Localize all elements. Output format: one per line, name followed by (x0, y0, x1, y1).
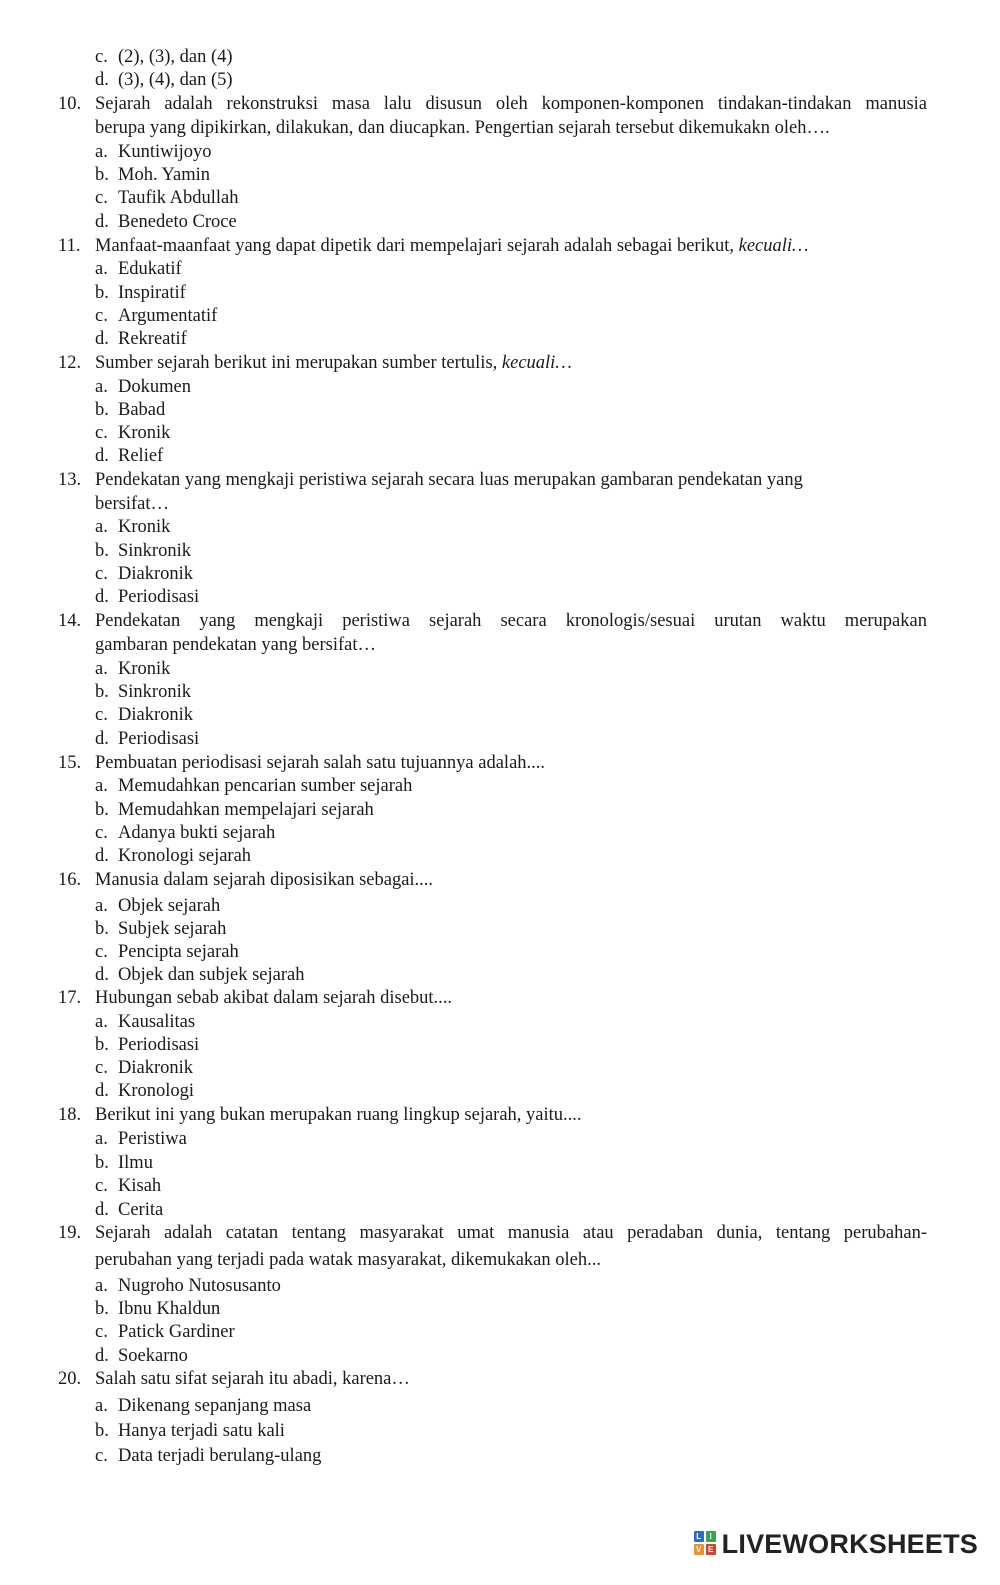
option-letter: d. (95, 1081, 109, 1101)
question-number: 18. (58, 1105, 82, 1125)
liveworksheets-brand: LIVEWORKSHEETS (721, 1528, 978, 1559)
option-text: Hanya terjadi satu kali (118, 1421, 285, 1441)
option-letter: b. (95, 400, 109, 420)
question-text (95, 752, 927, 774)
question-text (95, 1222, 927, 1244)
option-letter: b. (95, 1153, 109, 1173)
question-text-run: Pendekatan yang mengkaji peristiwa sejarah secara luas merupakan gambaran pendekatan yang (95, 470, 803, 490)
question-text (95, 235, 927, 257)
question-text (95, 352, 927, 374)
option-letter: c. (95, 306, 108, 326)
option-text: Kuntiwijoyo (118, 142, 212, 162)
option-text: Sinkronik (118, 541, 191, 561)
option-letter: b. (95, 682, 109, 702)
option-text: Objek sejarah (118, 896, 221, 916)
option-letter: a. (95, 776, 108, 796)
question-text-run: Salah satu sifat sejarah itu abadi, karena… (95, 1369, 410, 1389)
option-letter: c. (95, 1322, 108, 1342)
question-number: 13. (58, 470, 82, 490)
option-text: Ibnu Khaldun (118, 1299, 221, 1319)
option-text: Periodisasi (118, 587, 200, 607)
question-text (95, 869, 927, 891)
question-text-run: Manusia dalam sejarah diposisikan sebagai.... (95, 870, 434, 890)
option-letter: b. (95, 541, 109, 561)
option-letter: a. (95, 659, 108, 679)
question-text-run: berupa yang dipikirkan, dilakukan, dan diucapkan. Pengertian sejarah tersebut dikemukakn oleh…. (95, 118, 830, 138)
option-letter: a. (95, 1012, 108, 1032)
option-text: Adanya bukti sejarah (118, 823, 276, 843)
option-text: Memudahkan mempelajari sejarah (118, 800, 374, 820)
option-letter: a. (95, 1396, 108, 1416)
option-letter: a. (95, 896, 108, 916)
option-letter: c. (95, 1176, 108, 1196)
option-text: Rekreatif (118, 329, 187, 349)
option-text: Peristiwa (118, 1129, 187, 1149)
question-text-run: Sejarah adalah rekonstruksi masa lalu disusun oleh komponen-komponen tindakan-tindakan manusia (95, 94, 927, 114)
option-letter: a. (95, 259, 108, 279)
option-text: Data terjadi berulang-ulang (118, 1446, 322, 1466)
question-text (95, 1249, 927, 1271)
option-text: Objek dan subjek sejarah (118, 965, 305, 985)
option-text: Dokumen (118, 377, 191, 397)
option-letter: b. (95, 1035, 109, 1055)
question-text-run: Pembuatan periodisasi sejarah salah satu tujuannya adalah.... (95, 753, 546, 773)
option-text: Kronologi (118, 1081, 195, 1101)
question-text (95, 1368, 927, 1390)
option-letter: c. (95, 1058, 108, 1078)
question-number: 15. (58, 753, 82, 773)
option-text: Dikenang sepanjang masa (118, 1396, 312, 1416)
question-text-run: gambaran pendekatan yang bersifat… (95, 635, 376, 655)
question-number: 16. (58, 870, 82, 890)
option-letter: c. (95, 705, 108, 725)
option-text: Kronologi sejarah (118, 846, 252, 866)
option-text: Moh. Yamin (118, 165, 211, 185)
question-number: 14. (58, 611, 82, 631)
option-letter: d. (95, 729, 109, 749)
question-number: 11. (58, 236, 81, 256)
question-text (95, 610, 927, 632)
question-number: 20. (58, 1369, 82, 1389)
question-number: 10. (58, 94, 82, 114)
option-text: Nugroho Nutosusanto (118, 1276, 281, 1296)
option-letter: b. (95, 165, 109, 185)
question-text-run: Pendekatan yang mengkaji peristiwa sejarah secara kronologis/sesuai urutan waktu merupakan (95, 611, 927, 631)
option-text: Babad (118, 400, 166, 420)
option-text: Inspiratif (118, 283, 186, 303)
question-text-run: Berikut ini yang bukan merupakan ruang lingkup sejarah, yaitu.... (95, 1105, 582, 1125)
question-emphasis: kecuali… (501, 353, 572, 373)
option-letter: b. (95, 1299, 109, 1319)
question-text (95, 493, 927, 515)
option-letter: d. (95, 1200, 109, 1220)
option-letter: d. (95, 1346, 109, 1366)
question-text-run: Sumber sejarah berikut ini merupakan sumber tertulis, (95, 353, 498, 373)
option-letter: b. (95, 800, 109, 820)
option-letter: a. (95, 1276, 108, 1296)
option-text: Patick Gardiner (118, 1322, 235, 1342)
option-letter: a. (95, 142, 108, 162)
option-letter: b. (95, 283, 109, 303)
question-text-run: bersifat… (95, 494, 169, 514)
option-letter: a. (95, 1129, 108, 1149)
option-text: Cerita (118, 1200, 164, 1220)
option-letter: c. (95, 47, 108, 67)
option-text: Subjek sejarah (118, 919, 227, 939)
option-text: Sinkronik (118, 682, 191, 702)
question-number: 17. (58, 988, 82, 1008)
question-text (95, 634, 927, 656)
option-text: Taufik Abdullah (118, 188, 239, 208)
liveworksheets-footer (694, 1524, 978, 1564)
option-letter: c. (95, 423, 108, 443)
option-text: Kausalitas (118, 1012, 196, 1032)
option-text: (2), (3), dan (4) (118, 47, 233, 67)
question-text-run: Hubungan sebab akibat dalam sejarah disebut.... (95, 988, 453, 1008)
option-letter: d. (95, 329, 109, 349)
option-text: Memudahkan pencarian sumber sejarah (118, 776, 413, 796)
option-letter: c. (95, 564, 108, 584)
option-letter: d. (95, 446, 109, 466)
question-text-run: Sejarah adalah catatan tentang masyarakat umat manusia atau peradaban dunia, tentang perubahan- (95, 1223, 927, 1243)
option-letter: c. (95, 823, 108, 843)
option-text: Pencipta sejarah (118, 942, 239, 962)
option-text: Edukatif (118, 259, 182, 279)
option-text: Benedeto Croce (118, 212, 237, 232)
option-letter: a. (95, 517, 108, 537)
question-text-run: perubahan yang terjadi pada watak masyarakat, dikemukakan oleh... (95, 1250, 601, 1270)
option-text: Diakronik (118, 564, 194, 584)
option-text: Periodisasi (118, 1035, 200, 1055)
option-letter: b. (95, 1421, 109, 1441)
question-text (95, 1104, 927, 1126)
option-text: (3), (4), dan (5) (118, 70, 233, 90)
question-text (95, 117, 927, 139)
option-text: Ilmu (118, 1153, 153, 1173)
question-text (95, 93, 927, 115)
option-letter: d. (95, 212, 109, 232)
option-text: Kronik (118, 517, 171, 537)
question-text (95, 469, 927, 491)
option-text: Kisah (118, 1176, 162, 1196)
question-text (95, 987, 927, 1009)
option-letter: c. (95, 1446, 108, 1466)
option-text: Relief (118, 446, 164, 466)
option-text: Soekarno (118, 1346, 188, 1366)
option-letter: d. (95, 587, 109, 607)
option-letter: d. (95, 846, 109, 866)
option-letter: d. (95, 965, 109, 985)
question-number: 19. (58, 1223, 82, 1243)
question-emphasis: kecuali… (738, 236, 809, 256)
option-letter: d. (95, 70, 109, 90)
option-text: Periodisasi (118, 729, 200, 749)
option-text: Diakronik (118, 1058, 194, 1078)
option-letter: b. (95, 919, 109, 939)
question-number: 12. (58, 353, 82, 373)
option-text: Diakronik (118, 705, 194, 725)
option-text: Kronik (118, 659, 171, 679)
option-text: Argumentatif (118, 306, 218, 326)
option-letter: a. (95, 377, 108, 397)
option-text: Kronik (118, 423, 171, 443)
liveworksheets-logo-icon: L I V E (694, 1531, 718, 1557)
question-text-run: Manfaat-maanfaat yang dapat dipetik dari mempelajari sejarah adalah sebagai berikut, (95, 236, 734, 256)
option-letter: c. (95, 942, 108, 962)
option-letter: c. (95, 188, 108, 208)
